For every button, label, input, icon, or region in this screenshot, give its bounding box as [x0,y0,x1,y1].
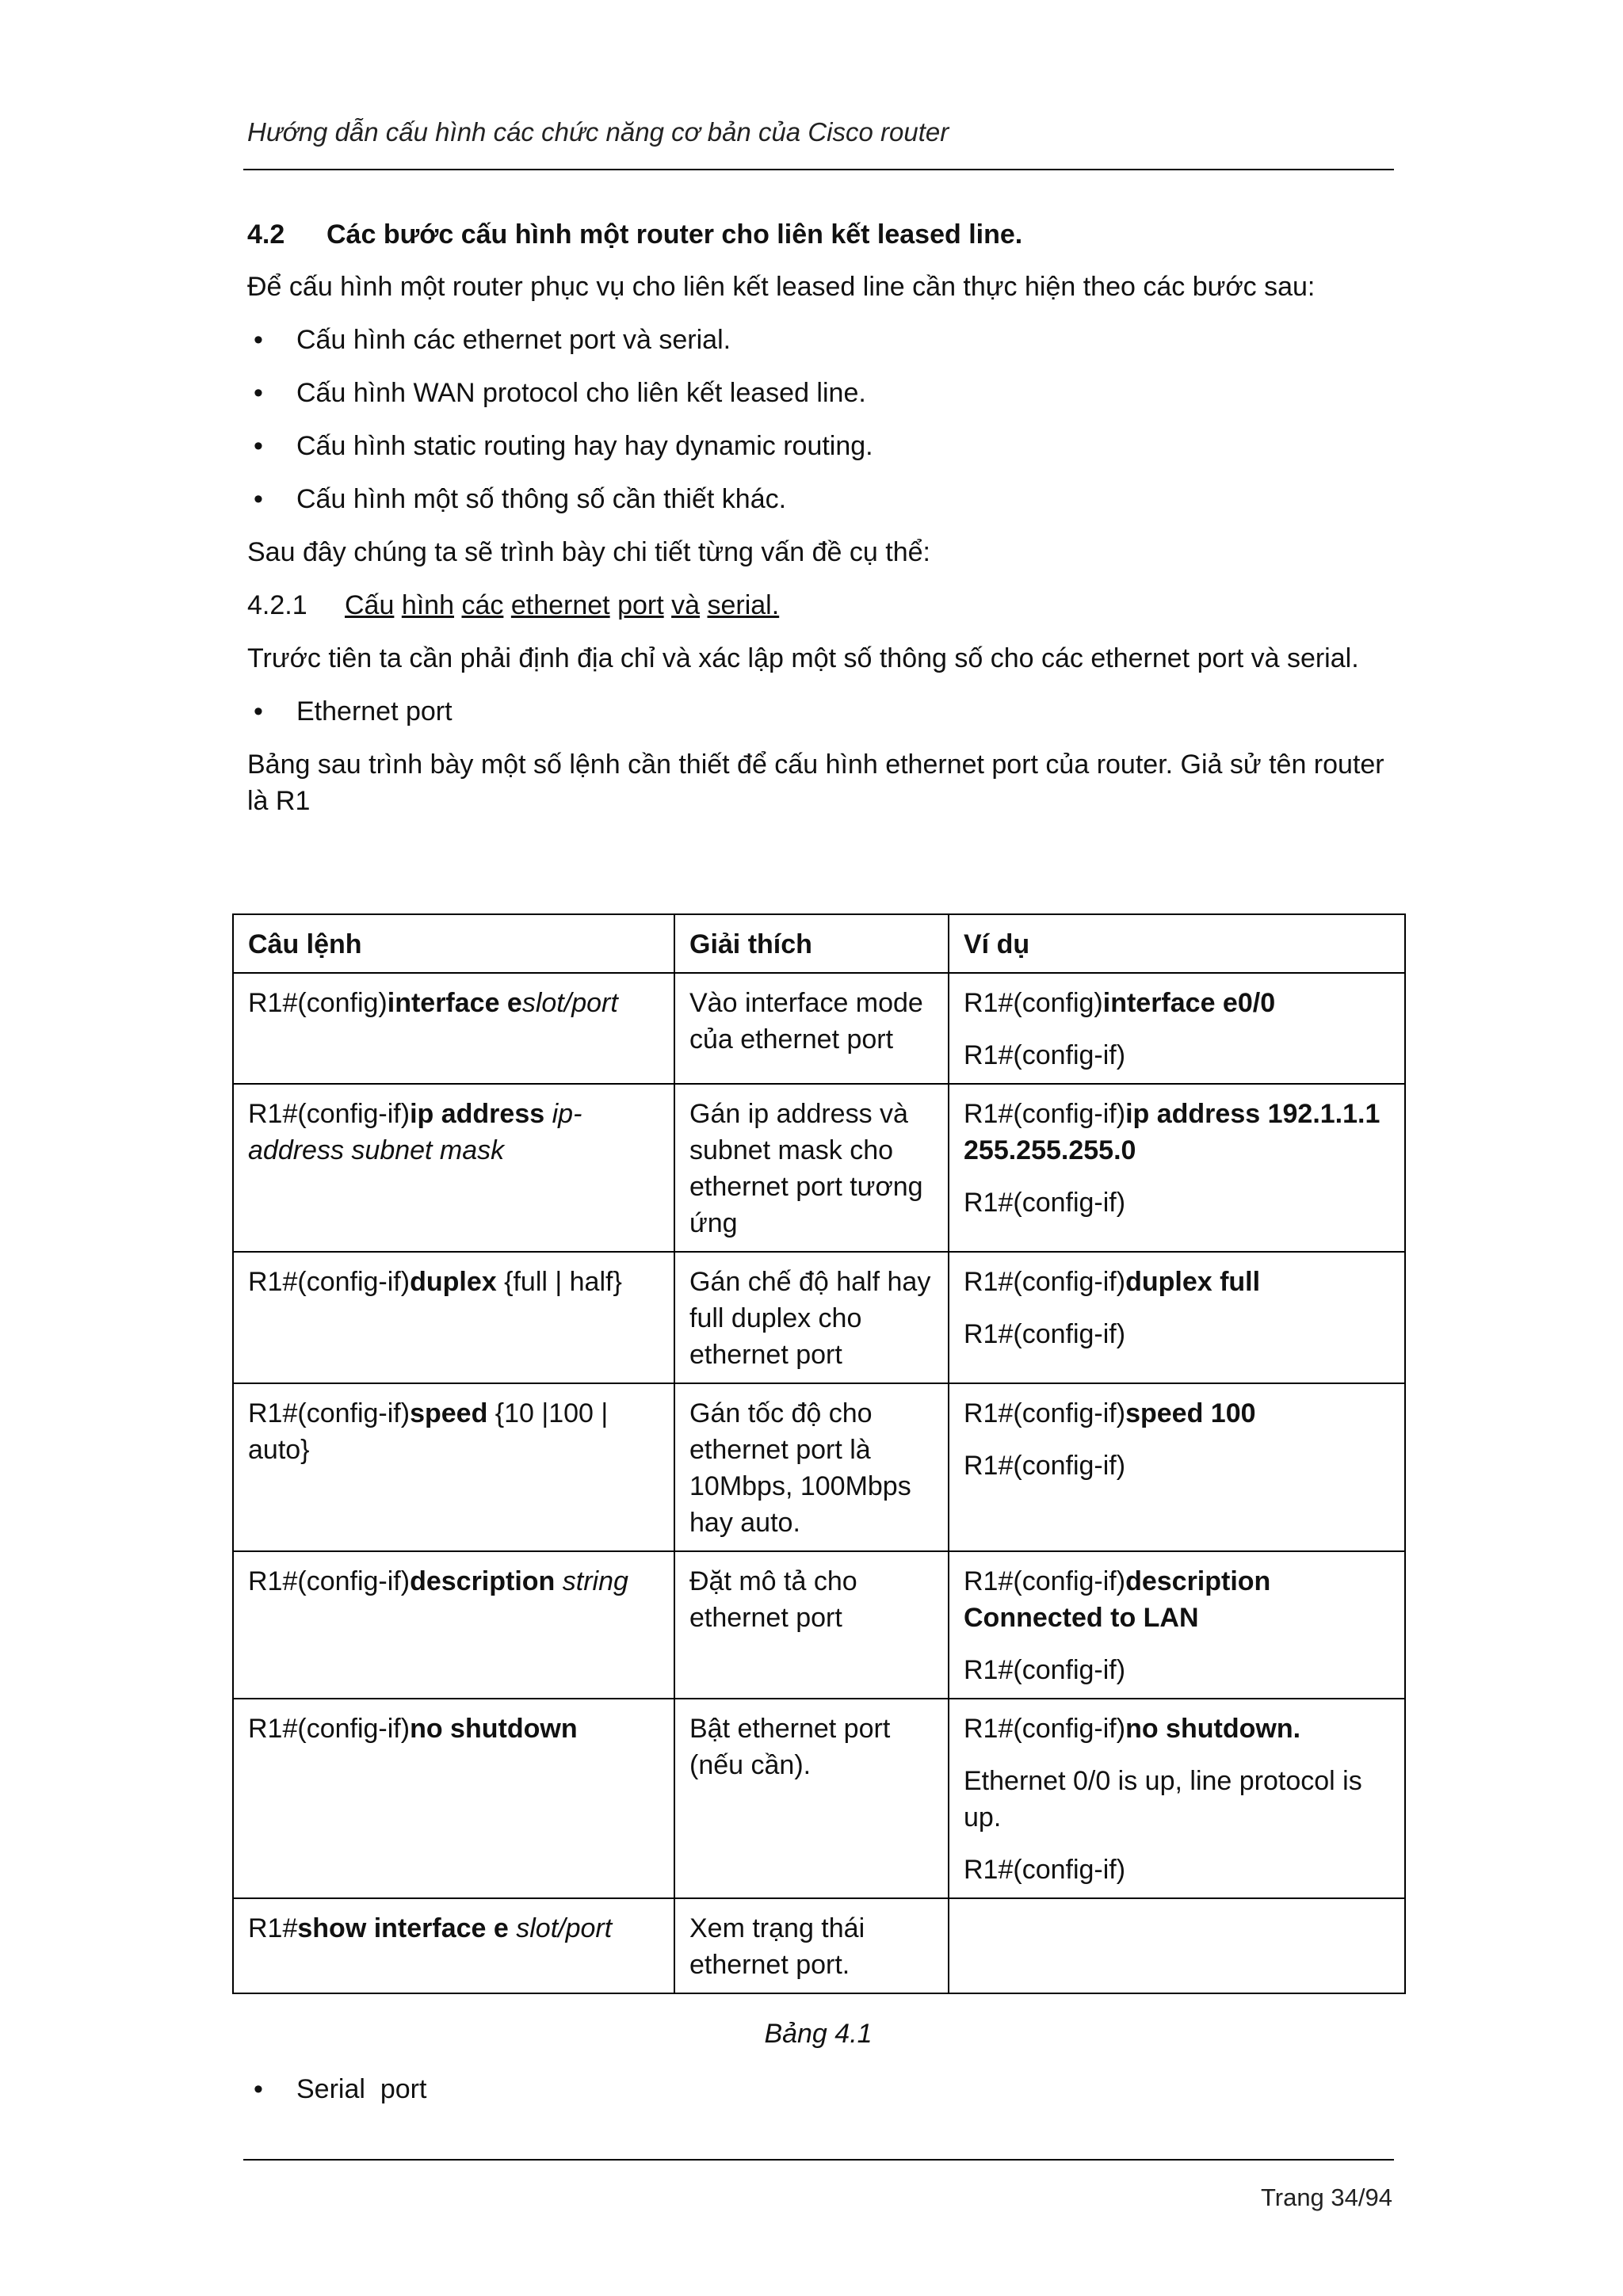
text-run: speed [410,1398,488,1428]
description-cell: Bật ethernet port (nếu cần). [674,1699,949,1898]
list-item: • Cấu hình một số thông số cần thiết khác. [247,481,1395,517]
list-item: • Cấu hình các ethernet port và serial. [247,322,1395,358]
text-run: ip-address subnet mask [248,1099,582,1165]
command-cell [233,1383,674,1551]
column-header: Ví dụ [949,914,1405,973]
text-run: R1#(config-if) [964,1566,1126,1596]
text-run: R1#(config-if) [964,1451,1126,1481]
text-run: R1#(config-if) [964,1398,1126,1428]
example-line [964,1395,1390,1432]
example-line [964,1447,1390,1484]
description-cell: Gán tốc độ cho ethernet port là 10Mbps, 100Mbps hay auto. [674,1383,949,1551]
example-line [964,985,1390,1021]
text-run: R1#(config-if) [964,1099,1126,1129]
text-run: Ethernet 0/0 is up, line protocol is up. [964,1766,1362,1833]
example-cell [949,1383,1405,1551]
command-cell [233,1084,674,1252]
bullet-dot: • [254,325,263,355]
table-row [233,1252,1405,1383]
list-item: • Cấu hình WAN protocol cho liên kết leased line. [247,375,1395,411]
table-row [233,973,1405,1084]
bullet-dot: • [254,431,263,461]
text-run: description [410,1566,556,1596]
text-run: string [555,1566,628,1596]
bullet-dot: • [254,2074,263,2104]
description-cell: Vào interface mode của ethernet port [674,973,949,1084]
description-cell: Gán ip address và subnet mask cho ethernet port tương ứng [674,1084,949,1252]
text-run: R1#(config-if) [248,1566,411,1596]
subsection-paragraph: Trước tiên ta cần phải định địa chỉ và xác lập một số thông số cho các ethernet port và serial. [247,643,1359,673]
text-run: R1#(config-if) [248,1267,411,1297]
description-cell: Gán chế độ half hay full duplex cho ethernet port [674,1252,949,1383]
text-run: {10 |100 | auto} [248,1398,609,1465]
text-run: R1#(config-if) [248,1398,411,1428]
text-run: R1#(config-if) [964,1855,1126,1885]
example-line [964,1184,1390,1221]
text-run: no shutdown [410,1714,578,1744]
example-line [964,1096,1390,1169]
example-line [964,1652,1390,1688]
text-run: show interface e [297,1913,509,1943]
command-cell [233,1699,674,1898]
footer-rule [243,2159,1394,2161]
section-number: 4.2 [247,219,285,250]
table-row [233,1898,1405,1993]
example-line [964,1563,1390,1636]
text-run: R1#(config-if) [248,1099,411,1129]
text-run: R1#(config) [964,988,1103,1018]
example-cell [949,973,1405,1084]
table-header-row [233,914,1405,973]
example-cell [949,1898,1405,1993]
subsection-number: 4.2.1 [247,590,307,620]
text-run: ip address [410,1099,545,1129]
text-run: R1#(config-if) [964,1040,1126,1070]
text-run: R1#(config-if) [964,1267,1126,1297]
after-steps-text: Sau đây chúng ta sẽ trình bày chi tiết từng vấn đề cụ thể: [247,537,930,567]
section-heading: Các bước cấu hình một router cho liên kết leased line. [327,219,1023,250]
example-line [964,1264,1390,1300]
description-cell: Đặt mô tả cho ethernet port [674,1551,949,1699]
text-run: R1# [248,1913,298,1943]
list-item: • Cấu hình static routing hay hay dynamic routing. [247,428,1395,464]
text-run: speed 100 [1125,1398,1256,1428]
table-row [233,1084,1405,1252]
text-run: description Connected to LAN [964,1566,1271,1633]
bullet-dot: • [254,696,263,727]
example-line [964,1763,1390,1836]
bullet-dot: • [254,378,263,408]
text-run: R1#(config) [248,988,388,1018]
example-line [964,1852,1390,1888]
command-table [232,913,1406,1994]
example-line [964,1711,1390,1747]
command-cell [233,1252,674,1383]
text-run: {full | half} [496,1267,622,1297]
text-run: R1#(config-if) [964,1188,1126,1218]
text-run: interface e0/0 [1102,988,1276,1018]
example-cell [949,1699,1405,1898]
text-run: no shutdown. [1125,1714,1301,1744]
table-caption: Bảng 4.1 [764,2019,873,2049]
table-body [233,973,1405,1993]
list-item: • Ethernet port [247,693,1395,730]
header-rule [243,169,1394,170]
page-header: Hướng dẫn cấu hình các chức năng cơ bản của Cisco router [247,117,949,147]
table-row [233,1699,1405,1898]
table-row [233,1551,1405,1699]
text-run: R1#(config-if) [964,1714,1126,1744]
serial-port-bullet: • Serial port [247,2071,426,2107]
text-run: interface e [387,988,522,1018]
table-intro: Bảng sau trình bày một số lệnh cần thiết để cấu hình ethernet port của router. Giả sử tên router là R1 [247,749,1384,816]
text-run: R1#(config-if) [248,1714,411,1744]
example-cell [949,1551,1405,1699]
text-run: R1#(config-if) [964,1319,1126,1349]
example-line [964,1316,1390,1352]
text-run: ip address 192.1.1.1 255.255.255.0 [964,1099,1381,1165]
text-run: slot/port [508,1913,613,1943]
page-content [247,216,1395,836]
ethernet-bullet-list [247,693,1395,730]
table-row [233,1383,1405,1551]
text-run: slot/port [521,988,618,1018]
text-run: duplex [410,1267,497,1297]
page-number: Trang 34/94 [1260,2183,1392,2211]
column-header: Giải thích [674,914,949,973]
text-run: duplex full [1125,1267,1261,1297]
command-cell [233,973,674,1084]
example-cell [949,1252,1405,1383]
command-cell [233,1898,674,1993]
example-cell [949,1084,1405,1252]
bullet-dot: • [254,484,263,514]
command-cell [233,1551,674,1699]
section-title [247,216,1395,253]
column-header: Câu lệnh [233,914,674,973]
steps-list [247,322,1395,517]
subsection-title: 4.2.1 Cấu hình các ethernet port và serial. [247,587,1395,624]
text-run: R1#(config-if) [964,1655,1126,1685]
description-cell: Xem trạng thái ethernet port. [674,1898,949,1993]
section-intro: Để cấu hình một router phục vụ cho liên kết leased line cần thực hiện theo các bước sau: [247,272,1316,302]
example-line [964,1037,1390,1074]
